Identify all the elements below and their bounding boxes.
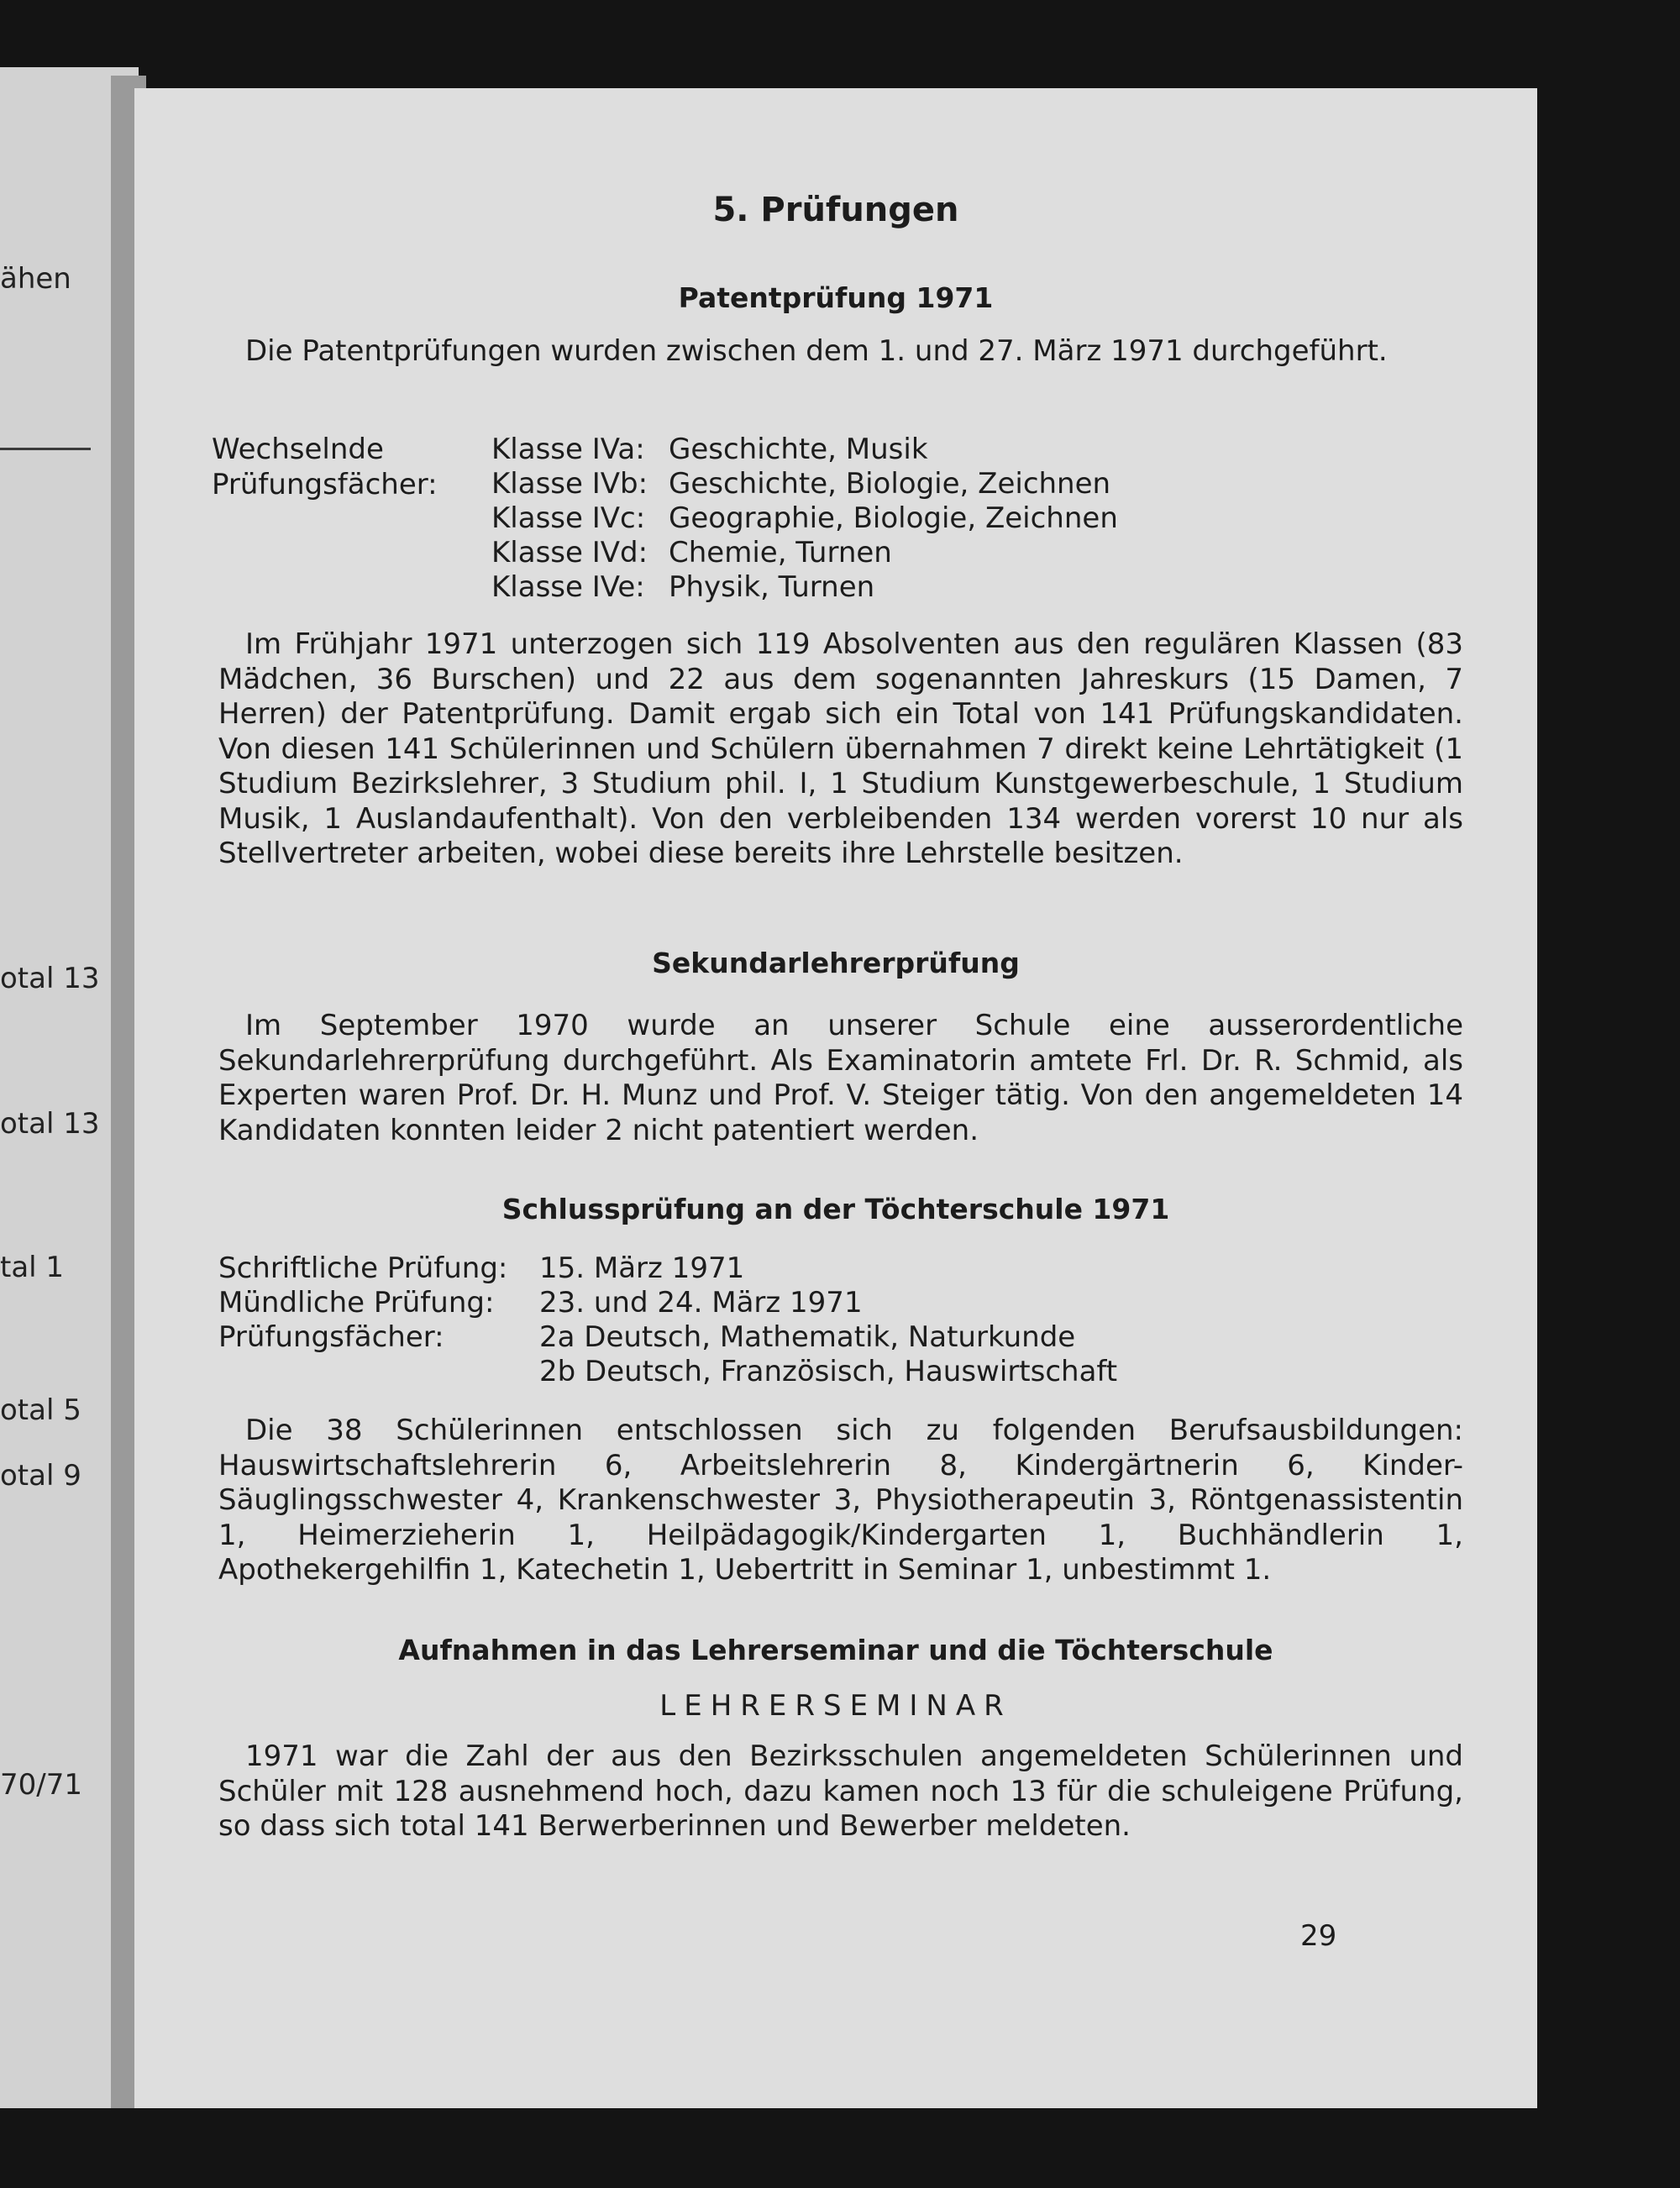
class-subjects: Geographie, Biologie, Zeichnen: [669, 501, 1118, 535]
previous-page-fragment: otal 13: [0, 1107, 100, 1141]
subheading-lehrerseminar: LEHRERSEMINAR: [659, 1689, 1012, 1723]
previous-page-fragment: otal 9: [0, 1459, 81, 1493]
page-title: 5. Prüfungen: [712, 191, 959, 229]
previous-page-fragment: ähen: [0, 262, 71, 296]
previous-page-rule: [0, 448, 91, 450]
subjects-label-line: Prüfungsfächer:: [212, 467, 438, 501]
aufnahmen-body-paragraph: 1971 war die Zahl der aus den Bezirksschulen angemeldeten Schülerinnen und Schüler mit 128 ausnehmend hoch, dazu kamen noch 13 für die schuleigene Prüfung, so dass sich total 141 Berwerberinnen und Bewerber meldeten.: [218, 1739, 1463, 1843]
exam-row-label: Schriftliche Prüfung:: [218, 1251, 508, 1285]
subjects-label: [212, 433, 464, 502]
patent-body-paragraph: Im Frühjahr 1971 unterzogen sich 119 Absolventen aus den regulären Klassen (83 Mädchen, 36 Burschen) und 22 aus dem sogenannten Jahreskurs (15 Damen, 7 Herren) der Patentprüfung. Damit ergab sich ein Total von 141 Prüfungskandidaten. Von diesen 141 Schülerinnen und Schülern übernahmen 7 direkt keine Lehrtätigkeit (1 Studium Bezirkslehrer, 3 Studium phil. I, 1 Studium Kunstgewerbeschule, 1 Studium Musik, 1 Auslandaufenthalt). Von den verbleibenden 134 werden vorerst 10 nur als Stellvertreter arbeiten, wobei diese bereits ihre Lehrstelle besitzen.: [218, 627, 1463, 870]
sekundar-body-paragraph: Im September 1970 wurde an unserer Schule eine ausserordentliche Sekundarlehrerprüfung durchgeführt. Als Examinatorin amtete Frl. Dr. R. Schmid, als Experten waren Prof. Dr. H. Munz und Prof. V. Steiger tätig. Von den angemeldeten 14 Kandidaten konnten leider 2 nicht patentiert werden.: [218, 1009, 1463, 1147]
previous-page-fragment: otal 5: [0, 1393, 81, 1427]
section-heading-aufnahmen: Aufnahmen in das Lehrerseminar und die Töchterschule: [398, 1634, 1273, 1666]
class-name: Klasse IVb:: [491, 467, 648, 501]
exam-row-value: 2a Deutsch, Mathematik, Naturkunde: [539, 1320, 1076, 1354]
previous-page-fragment: 70/71: [0, 1768, 82, 1802]
class-name: Klasse IVd:: [491, 536, 648, 569]
class-name: Klasse IVa:: [491, 433, 645, 466]
section-heading-sekundarlehrerpruefung: Sekundarlehrerprüfung: [652, 947, 1020, 979]
exam-row-label: Prüfungsfächer:: [218, 1320, 444, 1354]
subjects-label-line: Wechselnde: [212, 433, 384, 466]
class-subjects: Chemie, Turnen: [669, 536, 892, 569]
exam-row-value: 23. und 24. März 1971: [539, 1286, 863, 1320]
section-heading-patentpruefung: Patentprüfung 1971: [678, 281, 994, 314]
patent-intro-paragraph: Die Patentprüfungen wurden zwischen dem 1. und 27. März 1971 durchgeführt.: [245, 334, 1388, 368]
class-subjects: Geschichte, Biologie, Zeichnen: [669, 467, 1111, 501]
previous-page-fragment: tal 1: [0, 1251, 65, 1284]
exam-row-value: 2b Deutsch, Französisch, Hauswirtschaft: [539, 1355, 1118, 1388]
exam-row-label: Mündliche Prüfung:: [218, 1286, 495, 1320]
previous-page-fragment: otal 13: [0, 962, 100, 995]
schluss-body-paragraph: Die 38 Schülerinnen entschlossen sich zu folgenden Berufsausbildungen: Hauswirtschaftslehrerin 6, Arbeitslehrerin 8, Kindergärtnerin 6, Kinder-Säuglingsschwester 4, Krankenschwester 3, Physiotherapeutin 3, Röntgenassistentin 1, Heimerzieherin 1, Heilpädagogik/Kindergarten 1, Buchhändlerin 1, Apothekergehilfin 1, Katechetin 1, Uebertritt in Seminar 1, unbestimmt 1.: [218, 1414, 1463, 1587]
class-subjects: Geschichte, Musik: [669, 433, 928, 466]
page-number: 29: [1300, 1919, 1337, 1953]
exam-row-value: 15. März 1971: [539, 1251, 745, 1285]
section-heading-schlusspruefung: Schlussprüfung an der Töchterschule 1971: [501, 1193, 1170, 1225]
class-name: Klasse IVe:: [491, 570, 645, 604]
document-page: [134, 88, 1537, 2108]
class-name: Klasse IVc:: [491, 501, 646, 535]
class-subjects: Physik, Turnen: [669, 570, 875, 604]
